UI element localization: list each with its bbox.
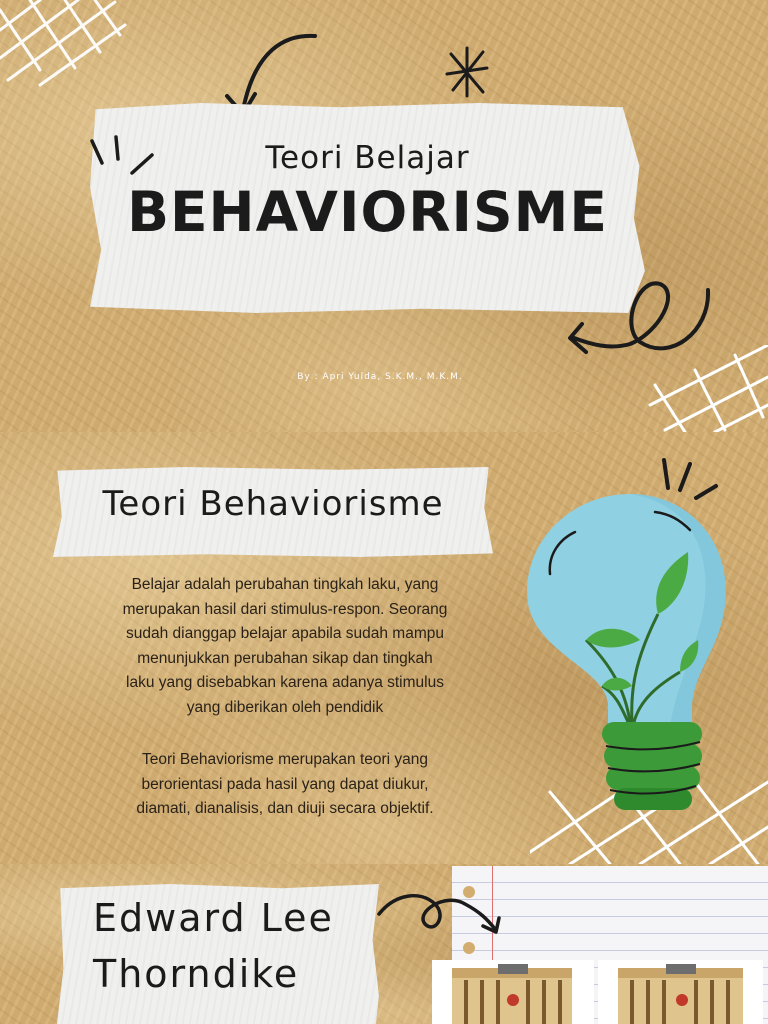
paragraph-line: diamati, dianalisis, dan diuji secara objektif. [136,800,434,817]
light-bulb-plant-icon [520,454,735,839]
definition-slide [0,432,768,864]
paragraph-line: berorientasi pada hasil yang dapat diukur, [141,775,429,793]
thorndike-slide [0,864,768,1024]
person-name-line2: Thorndike [93,952,300,996]
puzzle-box-illustration [432,960,594,1024]
definition-paragraph [40,573,530,720]
paragraph-line: merupakan hasil dari stimulus-respon. Seorang [122,600,448,618]
cat-box-icon [598,960,763,1024]
paragraph-line: sudah dianggap belajar apabila sudah mampu [126,625,444,642]
grid-doodle-bottom-right [645,345,768,432]
page-title: BEHAVIORISME [127,180,608,244]
author-byline: By : Apri Yulda, S.K.M., M.K.M. [297,372,463,382]
paragraph-line: Belajar adalah perubahan tingkah laku, yang [131,576,439,593]
orientation-paragraph [40,748,530,822]
paragraph-line: yang diberikan oleh pendidik [186,698,384,716]
paragraph-line: menunjukkan perubahan sikap dan tingkah [137,649,433,667]
loop-arrow-icon [375,884,505,944]
cat-box-icon [432,960,594,1024]
paragraph-line: Teori Behaviorisme merupakan teori yang [141,751,429,768]
asterisk-doodle-icon [443,44,491,100]
title-pre-heading: Teori Belajar [265,140,470,176]
puzzle-box-illustration [598,960,763,1024]
person-name-line1: Edward Lee [93,896,334,940]
grid-doodle-top-left [0,0,130,90]
section-heading: Teori Behaviorisme [102,484,444,524]
paragraph-line: laku yang disebabkan karena adanya stimulus [126,674,444,691]
title-slide [0,0,768,432]
